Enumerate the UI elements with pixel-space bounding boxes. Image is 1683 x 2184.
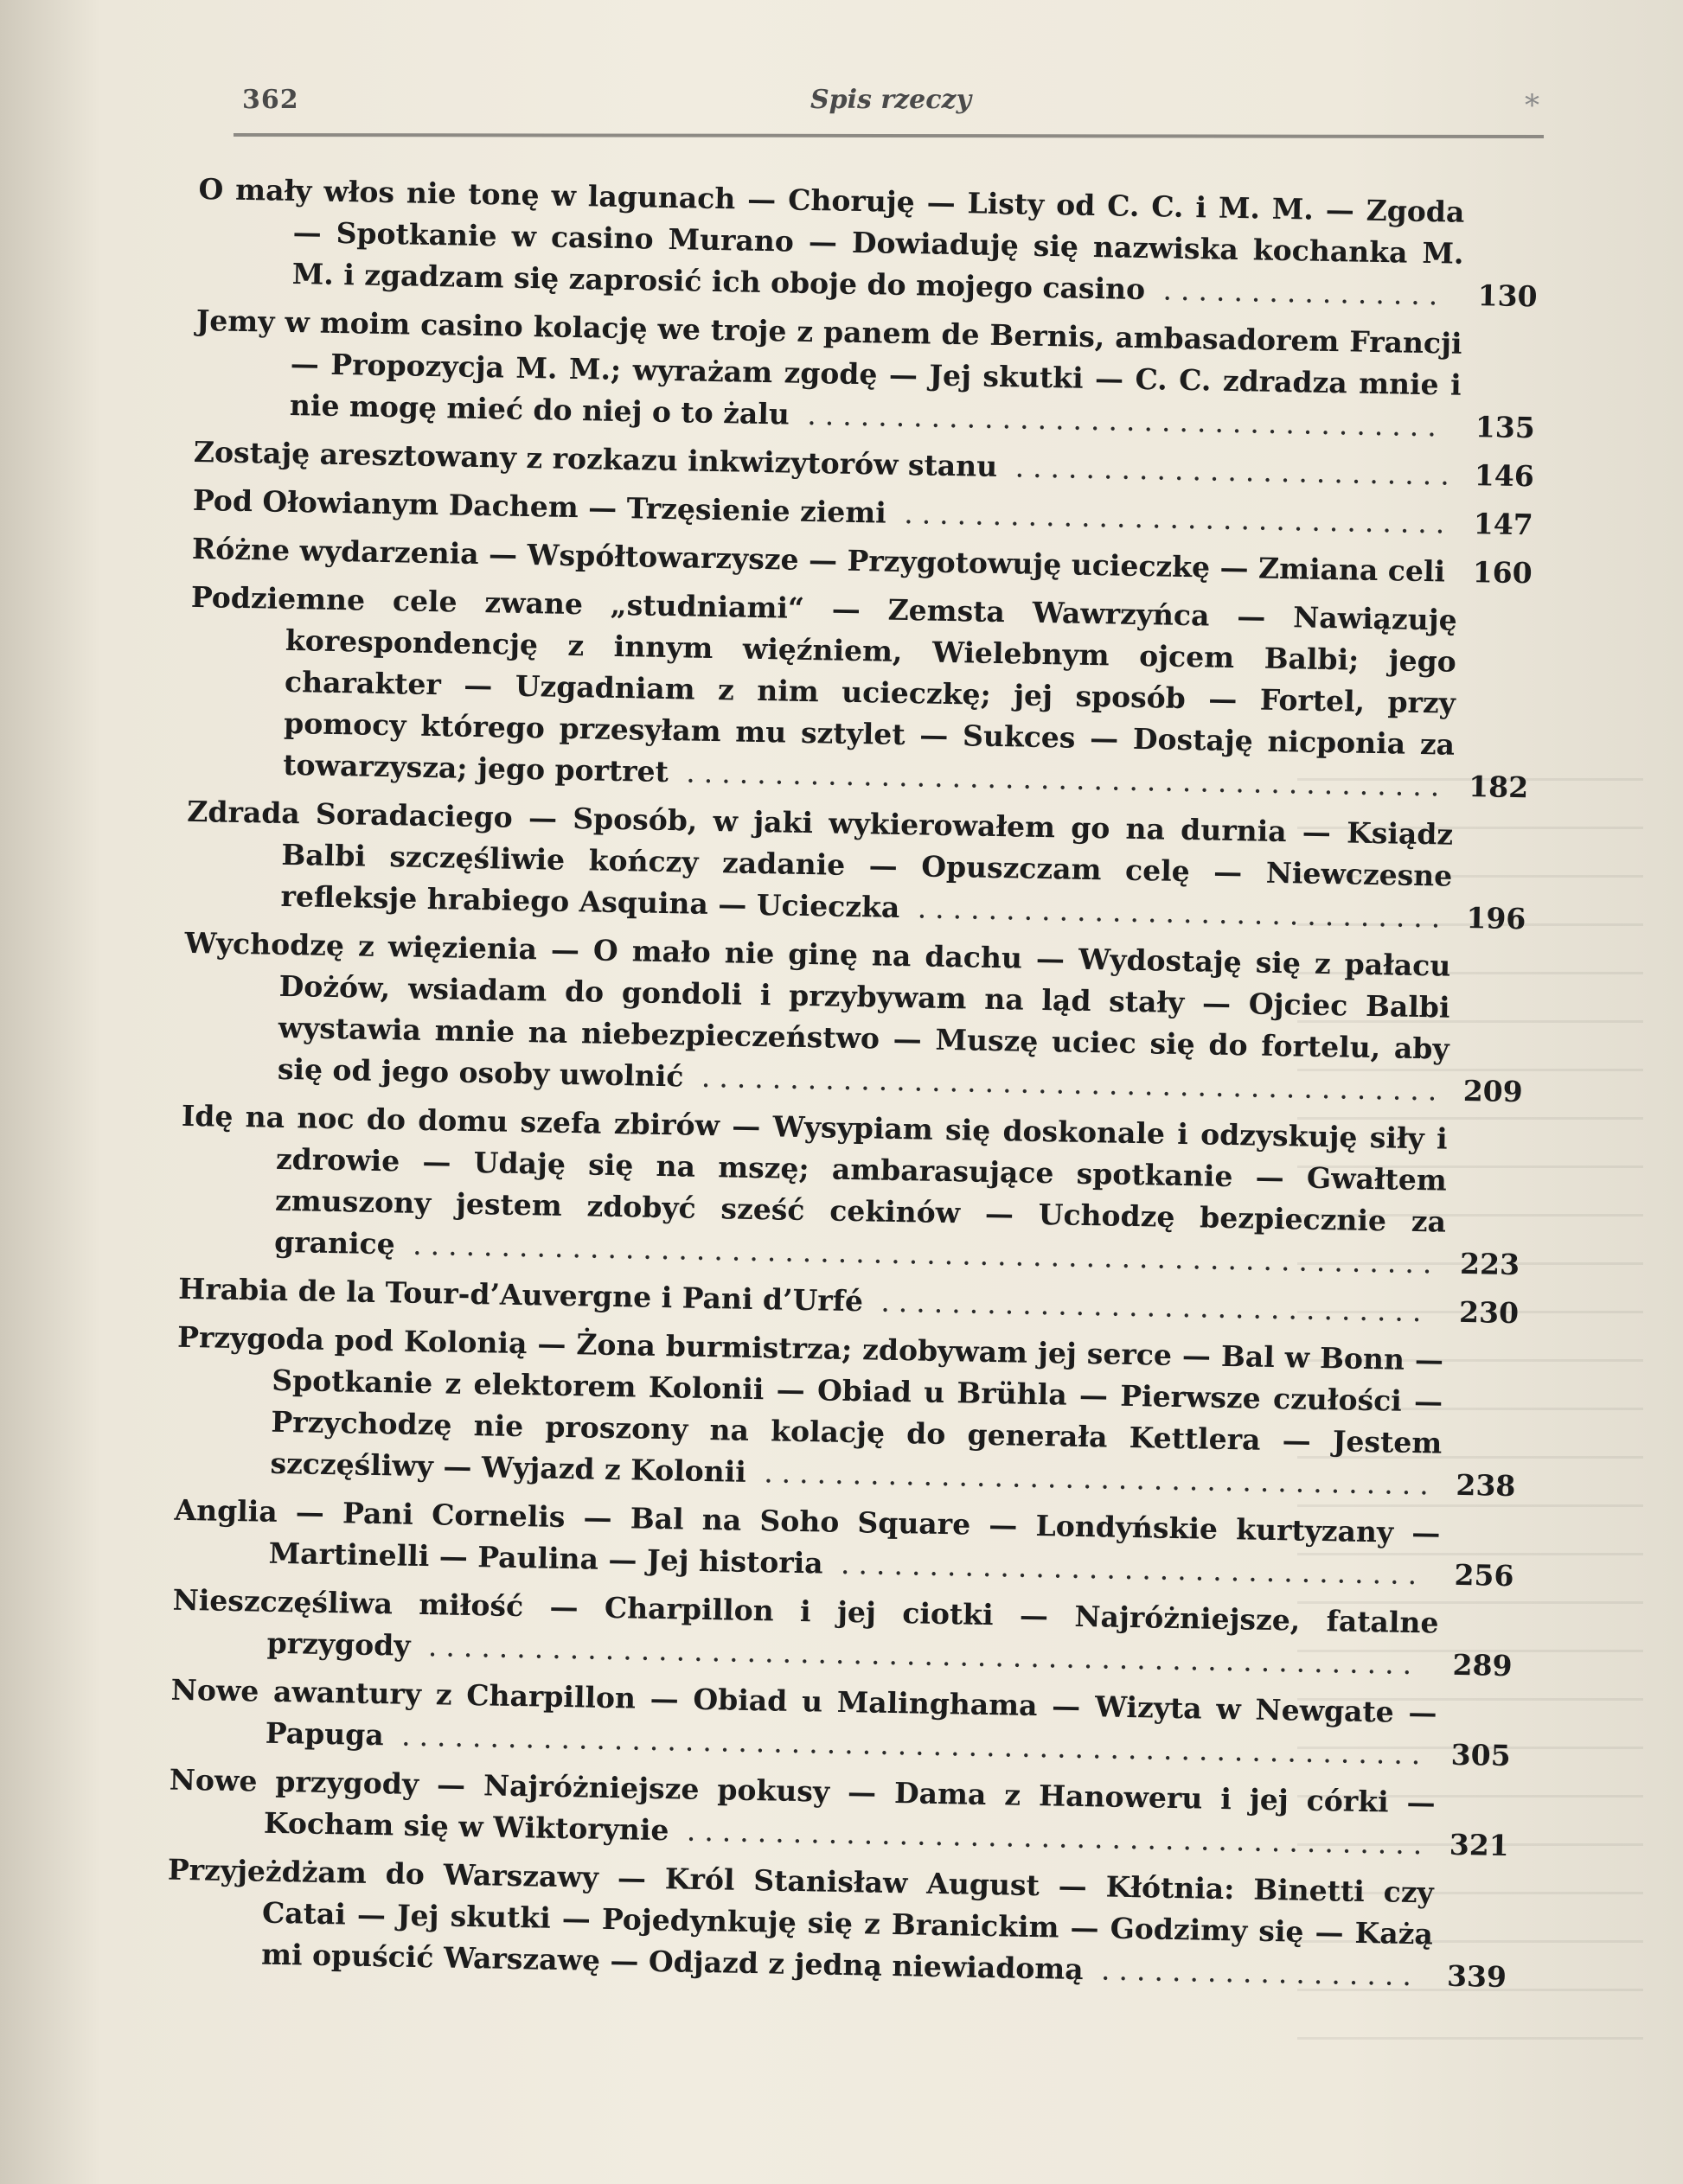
leader-dots: ............................... — [886, 495, 1454, 540]
table-of-contents — [166, 169, 1539, 2005]
toc-entry — [185, 791, 1527, 940]
asterisk-mark: * — [1525, 88, 1539, 123]
toc-entry-page: 182 — [1468, 770, 1529, 805]
toc-entry-text: Pod Ołowianym Dachem — Trzęsienie ziemi — [192, 482, 887, 530]
leader-dots: .......................................................... — [383, 1718, 1430, 1772]
toc-entry-text: Nieszczęśliwa miłość — Charpillon i jej ciotki — Najróżniejsze, fatalne przygody — [172, 1582, 1439, 1663]
toc-entry — [171, 1580, 1513, 1687]
toc-entry — [196, 169, 1539, 317]
running-title: Spis rzeczy — [810, 85, 972, 115]
toc-entry — [169, 1759, 1510, 1867]
leader-dots: .............................. — [899, 890, 1449, 935]
toc-entry-title — [179, 1095, 1448, 1285]
toc-entry-text: Podziemne cele zwane „studniami“ — Zemsta Wawrzyńca — Nawiązuję korespondencję z innym więźniem, Wielebnym ojcem Balbi; jego charakter — Uzgadniam z nim ucieczkę; jej sposób — Fortel, przy pomocy którego przesyłam mu sztylet — Sukces — Dostaję nicponia za towarzysza; jego portret — [190, 579, 1458, 789]
toc-entry-page: 209 — [1462, 1073, 1524, 1109]
toc-entry-text: Różne wydarzenia — Współtowarzysze — Przygotowuję ucieczkę — Zmiana celi — [191, 531, 1446, 589]
toc-entry — [173, 1490, 1514, 1597]
leader-dots: ........................................... — [668, 755, 1449, 803]
toc-entry-title — [188, 577, 1457, 808]
leader-dots: .................. — [1083, 1952, 1421, 1993]
toc-entry-page: 256 — [1454, 1557, 1514, 1593]
toc-entry-text: Anglia — Pani Cornelis — Bal na Soho Square — Londyńskie kurtyzany — Martinelli — Paulina — Jej historia — [174, 1492, 1441, 1581]
toc-entry-title — [196, 169, 1464, 316]
leader-dots: ................................. — [822, 1546, 1426, 1592]
toc-entry-title — [195, 300, 1462, 448]
toc-entry-page: 135 — [1475, 410, 1536, 445]
toc-entry-page: 196 — [1466, 901, 1526, 936]
toc-entry-page: 230 — [1458, 1294, 1520, 1331]
toc-entry-text: O mały włos nie tonę w lagunach — Choruję — Listy od C. C. i M. M. — Zgoda — Spotkanie w casino Murano — Dowiaduję się nazwiska kochanka M. M. i zgadzam się zaprosić ich oboje do mojego casino — [198, 171, 1465, 307]
toc-entry — [179, 1095, 1522, 1286]
leader-dots: ...................................... — [746, 1454, 1438, 1502]
toc-entry-title — [170, 1670, 1437, 1776]
leader-dots: .......................................... — [683, 1059, 1446, 1108]
leader-dots: ............................... — [862, 1284, 1430, 1329]
toc-entry-page: 305 — [1450, 1737, 1511, 1773]
toc-entry-text: Nowe awantury z Charpillon — Obiad u Malinghama — Wizyta w Newgate — Papuga — [170, 1672, 1437, 1753]
toc-entry-title — [175, 1317, 1443, 1506]
toc-entry-page: 339 — [1446, 1958, 1507, 1995]
toc-entry-text: Hrabia de la Tour-d’Auvergne i Pani d’Urfé — [177, 1271, 864, 1319]
toc-entry-page: 147 — [1473, 507, 1534, 542]
toc-entry-text: Zdrada Soradaciego — Sposób, w jaki wykierowałem go na durnia — Ksiądz Balbi szczęśliwie kończy zadanie — Opuszczam celę — Niewczesne refleksje hrabiego Asquina — Ucieczka — [187, 794, 1454, 924]
toc-entry-text: Przyjeżdżam do Warszawy — Król Stanisław August — Kłótnia: Binetti czy Catai — Jej skutki — Pojedynkuję się z Branickim — Godzimy się — Każą mi opuścić Warszawę — Odjazd z jedną niewiadomą — [167, 1852, 1435, 1987]
toc-entry-text: Zostaję aresztowany z rozkazu inkwizytorów stanu — [193, 434, 998, 483]
toc-entry-title — [173, 1490, 1441, 1596]
toc-entry-text: Jemy w moim casino kolację we troje z panem de Bernis, ambasadorem Francji — Propozycja M. M.; wyrażam zgodę — Jej skutki — C. C. zdradza mnie i nie mogę mieć do niej o to żalu — [195, 303, 1462, 431]
toc-entry-page: 238 — [1456, 1467, 1516, 1504]
toc-entry — [195, 300, 1537, 449]
toc-entry-page: 223 — [1459, 1246, 1520, 1282]
leader-dots: .................................... — [789, 397, 1446, 444]
toc-entry-title — [182, 923, 1451, 1112]
toc-entry-title — [171, 1580, 1439, 1686]
toc-entry-title — [169, 1759, 1437, 1866]
toc-entry-page: 130 — [1477, 278, 1538, 314]
leader-dots: ......................... — [996, 449, 1459, 492]
toc-entry — [175, 1317, 1518, 1507]
toc-entry — [170, 1670, 1511, 1777]
leader-dots: ........................................................ — [410, 1628, 1421, 1682]
toc-entry-title — [185, 791, 1453, 939]
toc-entry-page: 321 — [1449, 1827, 1510, 1863]
leader-dots: .......................................................... — [394, 1227, 1441, 1280]
toc-entry — [188, 577, 1532, 808]
toc-entry — [182, 923, 1526, 1113]
toc-entry-text: Idę na noc do domu szefa zbirów — Wysypiam się doskonale i odzyskuję siły i zdrowie — Udaję się na mszę; ambarasujące spotkanie — Gwałtem zmuszony jestem zdobyć sześć cekinów — Uchodzę bezpiecznie za granicę — [181, 1098, 1449, 1261]
toc-entry-page: 160 — [1472, 555, 1533, 591]
leader-dots: .......................................... — [669, 1813, 1431, 1862]
header-rule — [234, 133, 1544, 138]
page-header — [242, 85, 1539, 137]
toc-entry — [166, 1849, 1508, 1998]
toc-entry-text: Nowe przygody — Najróżniejsze pokusy — Dama z Hanoweru i jej córki — Kocham się w Wiktorynie — [169, 1762, 1436, 1848]
toc-entry-title — [166, 1849, 1434, 1997]
leader-dots: ................ — [1144, 272, 1447, 312]
page-number: 362 — [242, 85, 299, 115]
toc-entry-text: Przygoda pod Kolonią — Żona burmistrza; zdobywam jej serce — Bal w Bonn — Spotkanie z elektorem Kolonii — Obiad u Brühla — Pierwsze czułości — Przychodzę nie proszony na kolację do generała Kettlera — Jestem szczęśliwy — Wyjazd z Kolonii — [176, 1319, 1444, 1489]
toc-entry-page: 146 — [1474, 458, 1535, 494]
toc-entry-text: Wychodzę z więzienia — O mało nie ginę na dachu — Wydostaję się z pałacu Dożów, wsiadam do gondoli i przybywam na ląd stały — Ojciec Balbi wystawia mnie na niebezpieczeństwo — Muszę uciec się do fortelu, aby się od jego osoby uwolnić — [184, 925, 1451, 1094]
toc-entry-page: 289 — [1452, 1647, 1513, 1683]
